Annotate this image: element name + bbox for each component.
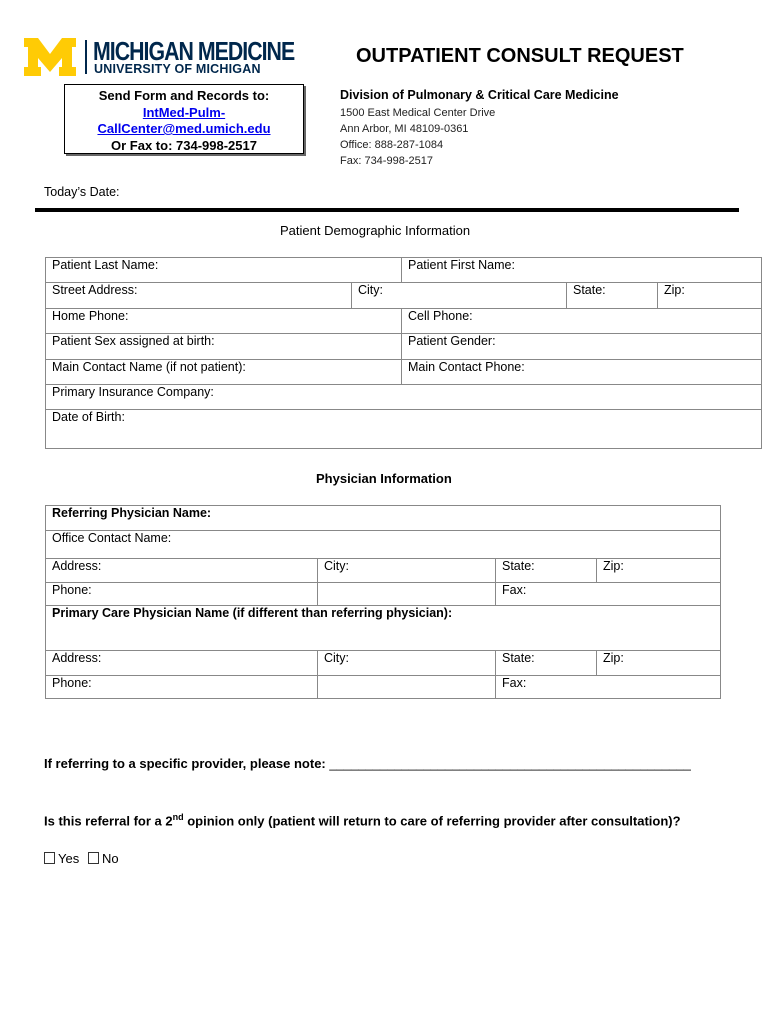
street-address-field[interactable] (46, 283, 352, 309)
email-link-part1[interactable]: IntMed-Pulm- (142, 104, 226, 120)
fax-line: Or Fax to: 734-998-2517 (111, 137, 257, 153)
referring-physician-name-field[interactable] (46, 506, 721, 531)
second-opinion-superscript: nd (172, 812, 184, 822)
section-divider (35, 208, 739, 212)
patient-first-name-field[interactable] (402, 258, 762, 283)
referring-address-label: Address: (52, 559, 102, 573)
pcp-phone-extra-field[interactable] (318, 676, 496, 699)
referring-phone-field[interactable] (46, 583, 318, 606)
pcp-fax-field[interactable] (496, 676, 721, 699)
physician-info-table (45, 505, 721, 699)
logo-name: MICHIGAN MEDICINE (93, 36, 295, 66)
cell-phone-label: Cell Phone: (408, 309, 473, 323)
referring-zip-field[interactable] (597, 559, 721, 583)
date-of-birth-label: Date of Birth: (52, 410, 125, 424)
main-contact-phone-field[interactable] (402, 360, 762, 385)
no-option[interactable] (88, 851, 119, 866)
pcp-address-field[interactable] (46, 651, 318, 676)
pcp-address-label: Address: (52, 651, 102, 665)
cell-phone-field[interactable] (402, 309, 762, 334)
main-contact-name-field[interactable] (46, 360, 402, 385)
state-label: State: (573, 283, 606, 297)
second-opinion-text-after: opinion only (patient will return to care of referring provider after consultation)? (183, 813, 681, 829)
referring-fax-label: Fax: (502, 583, 527, 597)
city-field[interactable] (352, 283, 567, 309)
referring-address-field[interactable] (46, 559, 318, 583)
division-office-phone: Office: 888-287-1084 (340, 139, 444, 151)
division-address2: Ann Arbor, MI 48109-0361 (340, 123, 469, 135)
send-records-label: Send Form and Records to: (98, 88, 270, 103)
office-contact-name-field[interactable] (46, 531, 721, 559)
pcp-phone-label: Phone: (52, 676, 92, 690)
home-phone-label: Home Phone: (52, 309, 129, 323)
physician-section-title: Physician Information (316, 471, 452, 486)
specific-provider-blank[interactable]: __________________________________________________ (329, 756, 691, 771)
patient-gender-label: Patient Gender: (408, 334, 496, 348)
pcp-city-field[interactable] (318, 651, 496, 676)
second-opinion-text-before: Is this referral for a 2 (44, 813, 173, 829)
second-opinion-question (44, 812, 681, 828)
referring-state-label: State: (502, 559, 535, 573)
sex-at-birth-field[interactable] (46, 334, 402, 360)
referring-fax-field[interactable] (496, 583, 721, 606)
insurance-field[interactable] (46, 385, 762, 410)
send-records-box (64, 84, 304, 154)
state-field[interactable] (567, 283, 658, 309)
patient-last-name-field[interactable] (46, 258, 402, 283)
office-contact-name-label: Office Contact Name: (52, 531, 172, 545)
division-address1: 1500 East Medical Center Drive (340, 107, 496, 119)
pcp-city-label: City: (324, 651, 349, 665)
main-contact-phone-label: Main Contact Phone: (408, 360, 525, 374)
main-contact-name-label: Main Contact Name (if not patient): (52, 360, 246, 374)
patient-demographics-table (45, 257, 762, 449)
pcp-fax-label: Fax: (502, 676, 527, 690)
pcp-zip-label: Zip: (603, 651, 624, 665)
patient-gender-field[interactable] (402, 334, 762, 360)
referring-zip-label: Zip: (603, 559, 624, 573)
pcp-name-label: Primary Care Physician Name (if different than referring physician): (52, 606, 453, 620)
email-link-part2[interactable]: CallCenter@med.umich.edu (97, 121, 271, 136)
block-m-logo-icon (24, 38, 76, 76)
specific-provider-label: If referring to a specific provider, please note: (44, 756, 326, 771)
patient-last-name-label: Patient Last Name: (52, 258, 159, 272)
pcp-phone-field[interactable] (46, 676, 318, 699)
home-phone-field[interactable] (46, 309, 402, 334)
no-checkbox[interactable] (88, 852, 99, 864)
sex-at-birth-label: Patient Sex assigned at birth: (52, 334, 215, 348)
date-of-birth-field[interactable] (46, 410, 762, 449)
pcp-state-label: State: (502, 651, 535, 665)
street-address-label: Street Address: (52, 283, 138, 297)
division-name: Division of Pulmonary & Critical Care Medicine (340, 88, 619, 102)
referring-city-field[interactable] (318, 559, 496, 583)
division-fax: Fax: 734-998-2517 (340, 155, 433, 167)
pcp-zip-field[interactable] (597, 651, 721, 676)
insurance-label: Primary Insurance Company: (52, 385, 214, 399)
referring-physician-name-label: Referring Physician Name: (52, 506, 212, 520)
logo-divider (85, 40, 87, 74)
zip-label: Zip: (664, 283, 685, 297)
form-title: OUTPATIENT CONSULT REQUEST (356, 45, 684, 67)
yes-option[interactable] (44, 851, 79, 866)
zip-field[interactable] (658, 283, 762, 309)
no-label: No (102, 851, 119, 866)
referring-phone-label: Phone: (52, 583, 92, 597)
specific-provider-question (44, 756, 691, 771)
city-label: City: (358, 283, 383, 297)
pcp-name-field[interactable] (46, 606, 721, 651)
referring-city-label: City: (324, 559, 349, 573)
patient-section-title: Patient Demographic Information (280, 223, 471, 238)
pcp-state-field[interactable] (496, 651, 597, 676)
yes-checkbox[interactable] (44, 852, 55, 864)
yes-label: Yes (58, 851, 80, 866)
referring-phone-extra-field[interactable] (318, 583, 496, 606)
referring-state-field[interactable] (496, 559, 597, 583)
todays-date-label: Today’s Date: (44, 185, 120, 199)
logo-subtitle: UNIVERSITY OF MICHIGAN (94, 62, 261, 76)
patient-first-name-label: Patient First Name: (408, 258, 515, 272)
